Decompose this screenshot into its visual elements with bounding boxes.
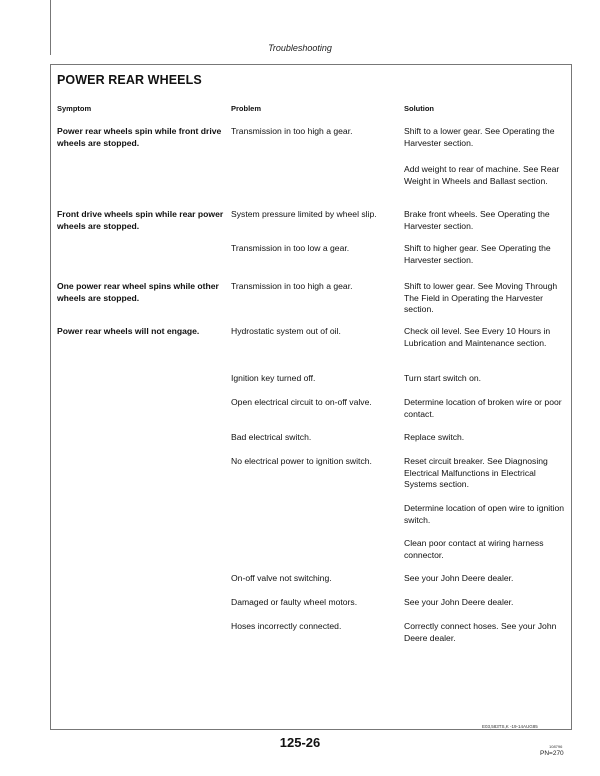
- row-solution: Turn start switch on.: [404, 373, 482, 383]
- row-problem: Transmission in too high a gear.: [231, 281, 353, 291]
- column-header-solution: Solution: [404, 104, 434, 113]
- row-solution: Replace switch.: [404, 432, 465, 442]
- row-problem: On-off valve not switching.: [231, 573, 332, 583]
- row-symptom: Power rear wheels spin while front drive wheels are stopped.: [57, 126, 222, 148]
- row-problem: Transmission in too high a gear.: [231, 126, 353, 136]
- row-symptom: Front drive wheels spin while rear power wheels are stopped.: [57, 209, 224, 231]
- row-solution: Correctly connect hoses. See your John Deere dealer.: [404, 621, 557, 643]
- row-problem: Hoses incorrectly connected.: [231, 621, 342, 631]
- row-problem: Open electrical circuit to on-off valve.: [231, 397, 372, 407]
- row-problem: System pressure limited by wheel slip.: [231, 209, 377, 219]
- row-problem: No electrical power to ignition switch.: [231, 456, 372, 466]
- row-solution: Shift to a lower gear. See Operating the Harvester section.: [404, 126, 555, 148]
- reference-code: E03,583TS,K -19-14AUG85: [482, 724, 538, 729]
- row-solution: Reset circuit breaker. See Diagnosing Electrical Malfunctions in Electrical Systems section.: [404, 456, 548, 489]
- footer-code: 108796: [549, 744, 563, 749]
- row-solution: Shift to higher gear. See Operating the Harvester section.: [404, 243, 551, 265]
- running-header: Troubleshooting: [268, 43, 332, 53]
- row-symptom: Power rear wheels will not engage.: [57, 326, 200, 336]
- row-solution: Check oil level. See Every 10 Hours in Lubrication and Maintenance section.: [404, 326, 551, 348]
- row-solution: Clean poor contact at wiring harness connector.: [404, 538, 544, 560]
- row-problem: Transmission in too low a gear.: [231, 243, 350, 253]
- row-solution: Brake front wheels. See Operating the Harvester section.: [404, 209, 550, 231]
- section-title: POWER REAR WHEELS: [57, 73, 202, 87]
- column-header-symptom: Symptom: [57, 104, 92, 113]
- row-problem: Ignition key turned off.: [231, 373, 316, 383]
- row-problem: Bad electrical switch.: [231, 432, 312, 442]
- row-solution: See your John Deere dealer.: [404, 573, 514, 583]
- row-solution: Determine location of open wire to ignition switch.: [404, 503, 565, 525]
- row-solution: Add weight to rear of machine. See Rear Weight in Wheels and Ballast section.: [404, 164, 560, 186]
- row-problem: Damaged or faulty wheel motors.: [231, 597, 358, 607]
- row-problem: Hydrostatic system out of oil.: [231, 326, 341, 336]
- column-header-problem: Problem: [231, 104, 262, 113]
- row-solution: Shift to lower gear. See Moving Through The Field in Operating the Harvester section.: [404, 281, 558, 314]
- row-solution: See your John Deere dealer.: [404, 597, 514, 607]
- row-solution: Determine location of broken wire or poor contact.: [404, 397, 562, 419]
- page-number: 125-26: [279, 735, 321, 750]
- row-symptom: One power rear wheel spins while other wheels are stopped.: [57, 281, 219, 303]
- footer-pn: PN=270: [540, 750, 564, 757]
